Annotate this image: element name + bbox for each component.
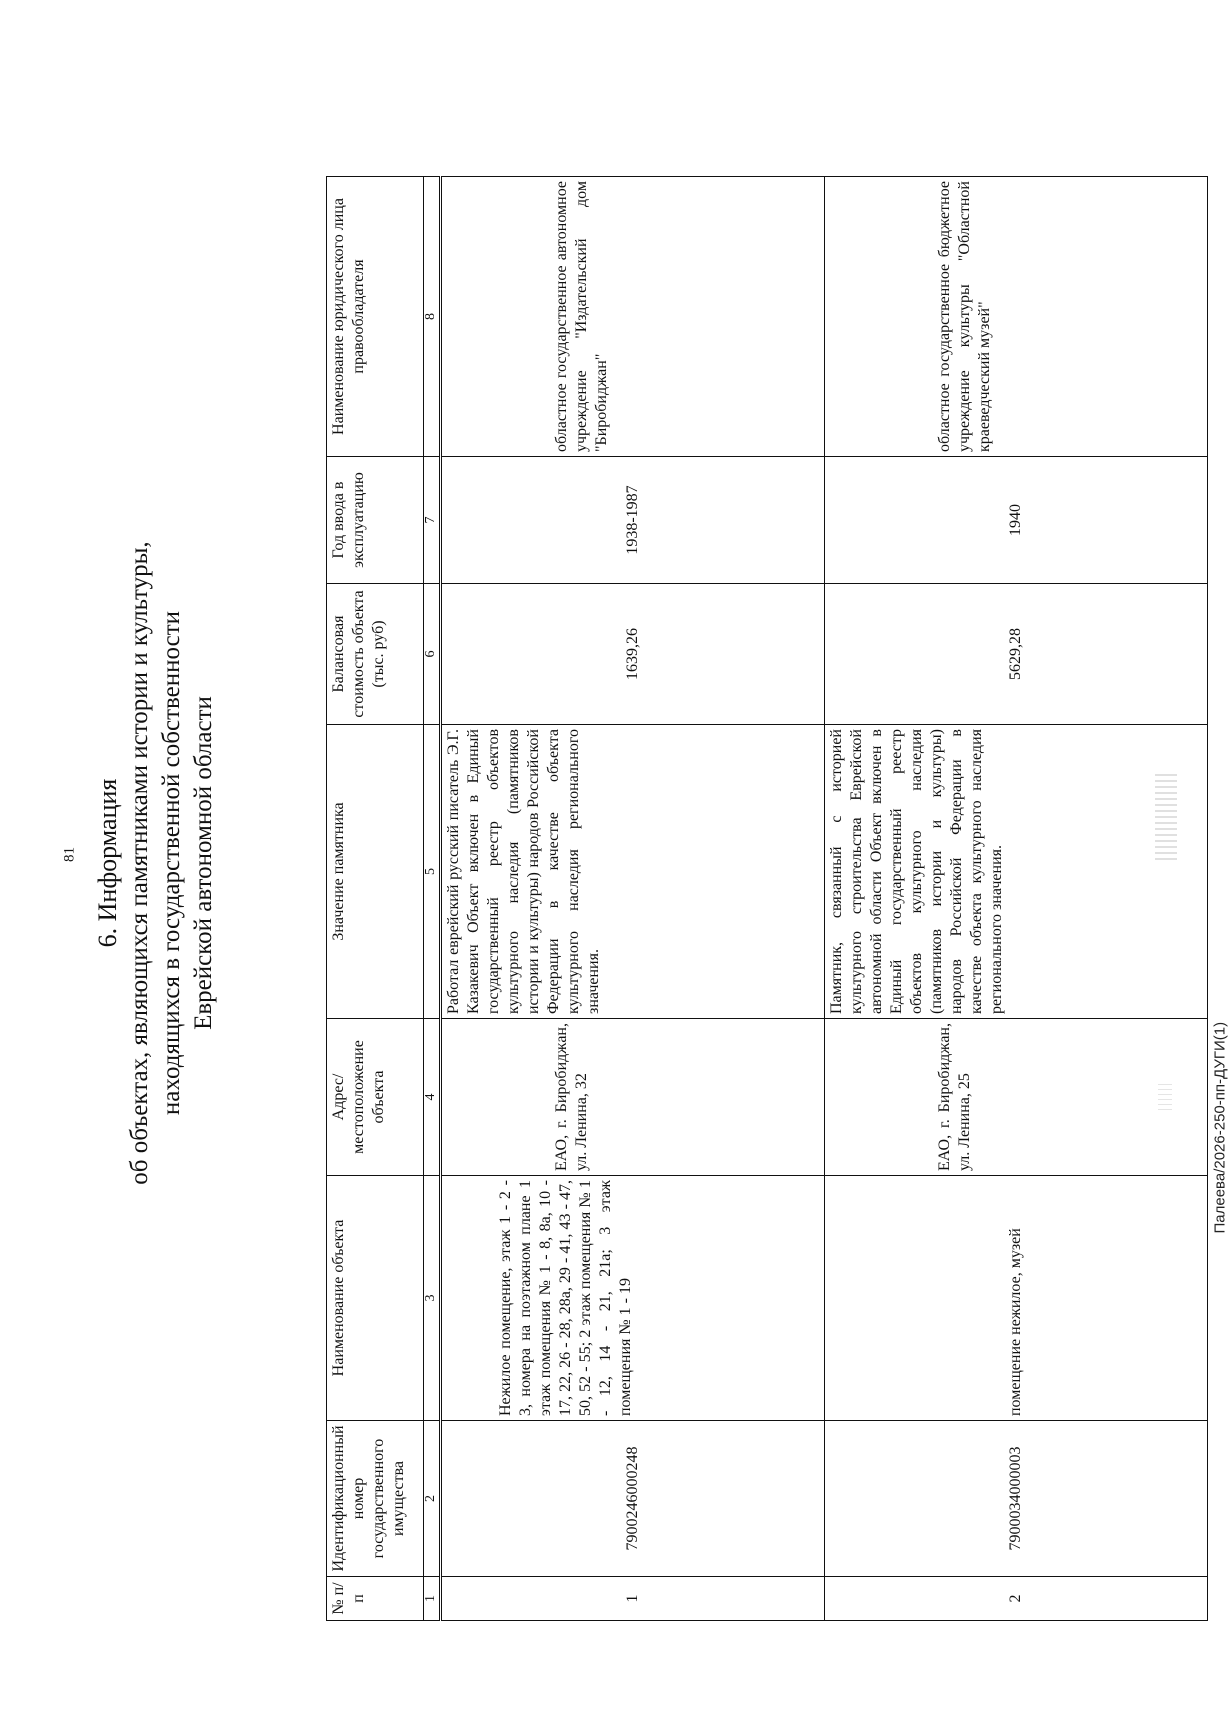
- header-cell: № п/п: [327, 1577, 424, 1621]
- table-row: [441, 177, 825, 1621]
- row-number: 1: [441, 1577, 825, 1621]
- column-number-row: [424, 177, 441, 1621]
- object-name: Нежилое помещение, этаж 1 - 2 - 3, номера на поэтажном плане 1 этаж помещения № 1 - 8, 8а, 10 - 17, 22, 26 - 28, 28а, 29 - 41, 43 - 47, 50, 52 - 55; 2 этаж помещения № 1 - 12, 14 - 21, 21а; 3 этаж помещения № 1 - 19: [441, 1176, 825, 1421]
- column-number: 2: [424, 1421, 441, 1577]
- balance-cost: 5629,28: [825, 584, 1208, 725]
- monument-significance: Работал еврейский русский писатель Э.Г. Казакевич Объект включен в Единый государственный реестр объектов культурного наследия (памятников истории и культуры) народов Российской Федерации в качестве объекта культурного наследия регионального значения.: [441, 725, 825, 1019]
- commission-year: 1938-1987: [441, 457, 825, 584]
- column-number: 7: [424, 457, 441, 584]
- header-cell: Идентификационный номер государственного имущества: [327, 1421, 424, 1577]
- heading-line-3: находящихся в государственной собственности: [158, 610, 185, 1116]
- object-address: ЕАО, г. Биробиджан, ул. Ленина, 32: [441, 1019, 825, 1176]
- rights-holder: областное государственное бюджетное учреждение культуры "Областной краеведческий музей": [825, 177, 1208, 457]
- object-address: ЕАО, г. Биробиджан, ул. Ленина, 25: [825, 1019, 1208, 1176]
- rotated-document: [55, 45, 1145, 1681]
- commission-year: 1940: [825, 457, 1208, 584]
- property-id: 7900246000248: [441, 1421, 825, 1577]
- column-number: 1: [424, 1577, 441, 1621]
- header-cell: Год ввода в эксплуатацию: [327, 457, 424, 584]
- property-id: 7900034000003: [825, 1421, 1208, 1577]
- header-cell: Адрес/ местоположение объекта: [327, 1019, 424, 1176]
- monument-significance: Памятник, связанный с историей культурного строительства Еврейской автономной области Объект включен в Единый государственный реестр объектов культурного наследия (памятников истории и культуры) народов Российской Федерации в качестве объекта культурного наследия регионального значения.: [825, 725, 1208, 1019]
- header-cell: Наименование объекта: [327, 1176, 424, 1421]
- scan-artifact: [1158, 1080, 1172, 1110]
- scan-artifact: [1155, 770, 1177, 860]
- header-cell: Значение памятника: [327, 725, 424, 1019]
- column-number: 6: [424, 584, 441, 725]
- table-header-row: [327, 177, 424, 1621]
- row-number: 2: [825, 1577, 1208, 1621]
- column-number: 4: [424, 1019, 441, 1176]
- header-cell: Наименование юридического лица правообладателя: [327, 177, 424, 457]
- object-name: помещение нежилое, музей: [825, 1176, 1208, 1421]
- document-heading: [92, 45, 220, 1681]
- header-cell: Балансовая стоимость объекта (тыс. руб): [327, 584, 424, 725]
- heading-line-2: об объектах, являющихся памятниками истории и культуры,: [126, 541, 153, 1185]
- balance-cost: 1639,26: [441, 584, 825, 725]
- column-number: 5: [424, 725, 441, 1019]
- document-code: Палеева/2026-250-пп-ДУГИ(1): [1211, 1021, 1229, 1234]
- heading-line-4: Еврейской автономной области: [190, 696, 217, 1030]
- column-number: 8: [424, 177, 441, 457]
- page-number: 81: [61, 847, 78, 862]
- heading-line-1: 6. Информация: [93, 778, 122, 948]
- monuments-table: [326, 176, 1208, 1621]
- table-row: [825, 177, 1208, 1621]
- rights-holder: областное государственное автономное учреждение "Издательский дом "Биробиджан": [441, 177, 825, 457]
- column-number: 3: [424, 1176, 441, 1421]
